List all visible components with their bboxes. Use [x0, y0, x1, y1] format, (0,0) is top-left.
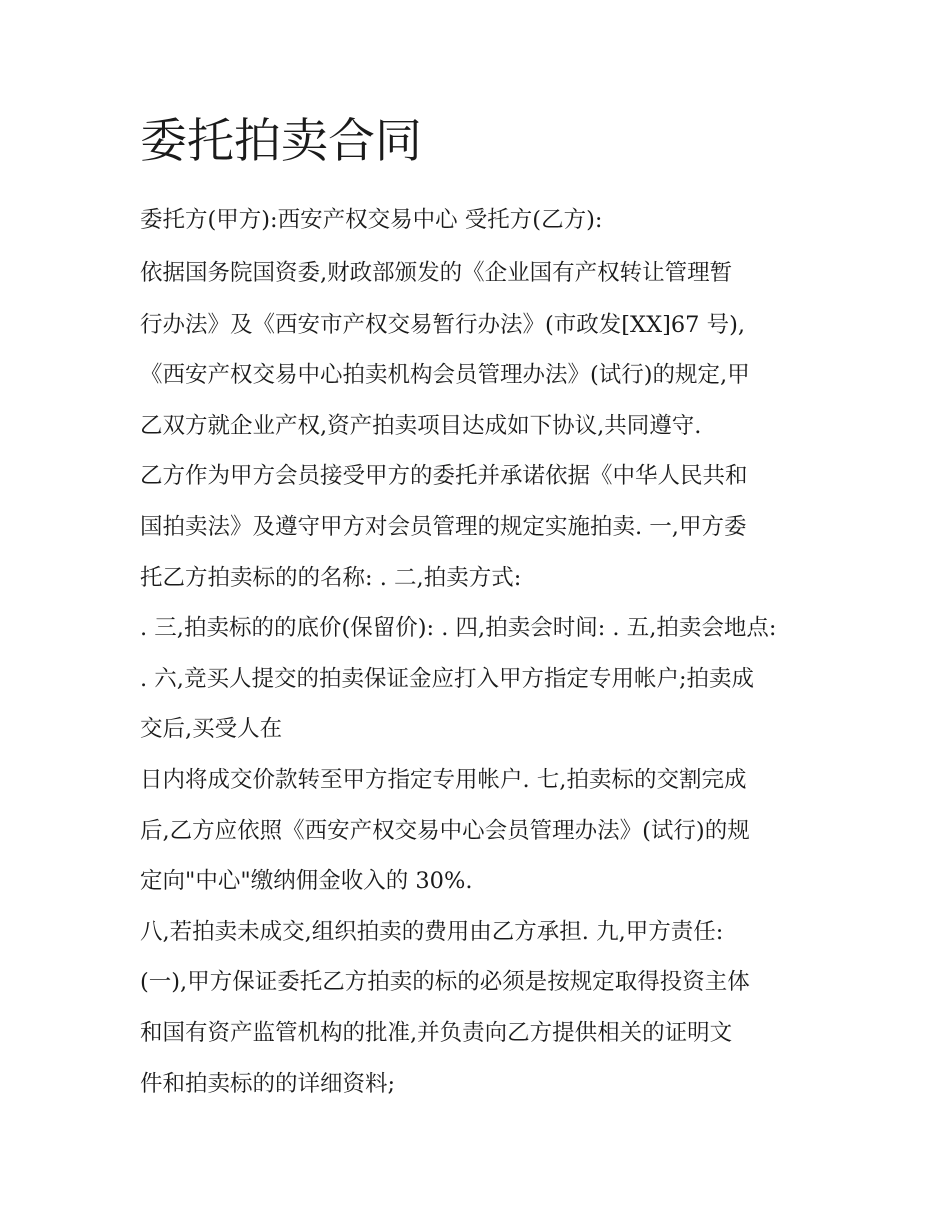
document-title: 委托拍卖合同: [140, 114, 422, 169]
text-line: 八,若拍卖未成交,组织拍卖的费用由乙方承担. 九,甲方责任:: [140, 919, 724, 945]
text-line: 和国有资产监管机构的批准,并负责向乙方提供相关的证明文: [140, 1020, 733, 1046]
text-line: 乙方作为甲方会员接受甲方的委托并承诺依据《中华人民共和: [140, 463, 748, 489]
text-line: 后,乙方应依照《西安产权交易中心会员管理办法》(试行)的规: [140, 818, 750, 844]
text-line: 定向"中心"缴纳佣金收入的 30%.: [140, 868, 473, 894]
text-line: 件和拍卖标的的详细资料;: [140, 1071, 396, 1097]
text-line: . 三,拍卖标的的底价(保留价): . 四,拍卖会时间: . 五,拍卖会地点:: [140, 615, 777, 641]
text-line: 行办法》及《西安市产权交易暂行办法》(市政发[XX]67 号),: [140, 312, 746, 338]
text-line: . 六,竞买人提交的拍卖保证金应打入甲方指定专用帐户;拍卖成: [140, 666, 755, 692]
text-line: 委托方(甲方):西安产权交易中心 受托方(乙方):: [140, 207, 603, 233]
text-line: 国拍卖法》及遵守甲方对会员管理的规定实施拍卖. 一,甲方委: [140, 514, 747, 540]
text-line: 依据国务院国资委,财政部颁发的《企业国有产权转让管理暂: [140, 260, 733, 286]
text-line: 交后,买受人在: [140, 716, 283, 742]
text-line: 日内将成交价款转至甲方指定专用帐户. 七,拍卖标的交割完成: [140, 767, 747, 793]
text-line: 乙双方就企业产权,资产拍卖项目达成如下协议,共同遵守.: [140, 413, 702, 439]
text-line: 托乙方拍卖标的的名称: . 二,拍卖方式:: [140, 565, 522, 591]
text-line: 《西安产权交易中心拍卖机构会员管理办法》(试行)的规定,甲: [140, 362, 750, 388]
text-line: (一),甲方保证委托乙方拍卖的标的必须是按规定取得投资主体: [140, 969, 750, 995]
